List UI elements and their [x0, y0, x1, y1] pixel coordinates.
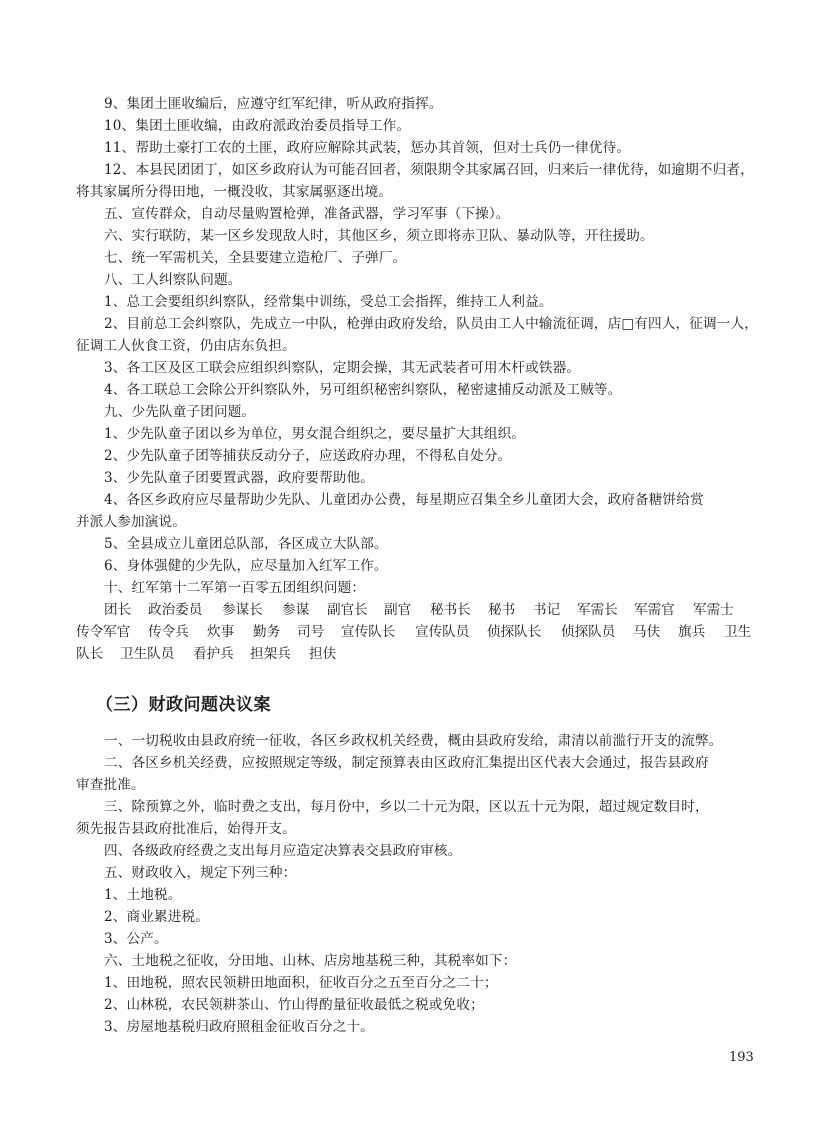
role-item: 卫生: [724, 624, 752, 640]
text-line: 2、目前总工会纠察队，先成立一中队，枪弹由政府发给，队员由工人中输流征调，店□有四人，征调一人，: [104, 316, 759, 332]
role-item: 秘书长: [430, 602, 471, 618]
role-item: 勤务: [253, 624, 281, 640]
text-line: 2、少先队童子团等捕获反动分子，应送政府办理，不得私自处分。: [104, 448, 512, 464]
text-line: 十、红军第十二军第一百零五团组织问题：: [104, 580, 366, 596]
role-item: 卫生队员: [120, 646, 175, 662]
role-item: 宣传队员: [415, 624, 470, 640]
text-line: 12、本县民团团丁，如区乡政府认为可能召回者，须限期令其家属召回，归来后一律优待，如逾期不归者，: [104, 162, 754, 178]
role-item: 军需士: [693, 602, 734, 618]
text-line: 1、土地税。: [104, 887, 182, 903]
text-line: 2、商业累进税。: [104, 909, 210, 925]
text-line: 4、各区乡政府应尽量帮助少先队、儿童团办公费，每星期应召集全乡儿童团大会，政府备糖饼给赏: [104, 492, 704, 508]
role-item: 队长: [76, 646, 104, 662]
text-line: 4、各工联总工会除公开纠察队外，另可组织秘密纠察队，秘密逮捕反动派及工贼等。: [104, 382, 622, 398]
role-item: 政治委员: [148, 602, 203, 618]
text-line: 3、房屋地基税归政府照租金征收百分之十。: [104, 1019, 374, 1035]
text-line: 1、田地税，照农民领耕田地面积，征收百分之五至百分之二十；: [104, 975, 498, 991]
text-line: 征调工人伙食工资，仍由店东负担。: [76, 338, 296, 354]
role-item: 副官: [384, 602, 412, 618]
role-item: 宣传队长: [341, 624, 396, 640]
text-line: 八、工人纠察队问题。: [104, 272, 242, 288]
role-item: 传令军官: [76, 624, 131, 640]
text-line: 1、总工会要组织纠察队，经常集中训练，受总工会指挥，维持工人利益。: [104, 294, 553, 310]
text-line: 一、一切税收由县政府统一征收，各区乡政权机关经费，概由县政府发给，肃清以前滥行开支的流弊。: [104, 733, 723, 749]
role-item: 军需长: [577, 602, 618, 618]
text-line: 3、各工区及区工联会应组织纠察队，定期会操，其无武装者可用木杆或铁器。: [104, 360, 581, 376]
text-line: 二、各区乡机关经费，应按照规定等级，制定预算表由区政府汇集提出区代表大会通过，报告县政府: [104, 755, 709, 771]
role-item: 马伕: [633, 624, 661, 640]
text-line: 将其家属所分得田地，一概没收，其家属驱逐出境。: [76, 184, 393, 200]
role-item: 炊事: [207, 624, 235, 640]
text-line: 6、身体强健的少先队，应尽量加入红军工作。: [104, 558, 388, 574]
role-item: 团长: [104, 602, 132, 618]
role-item: 军需官: [634, 602, 675, 618]
role-item: 副官长: [327, 602, 368, 618]
text-line: 1、少先队童子团以乡为单位，男女混合组织之，要尽量扩大其组织。: [104, 426, 526, 442]
role-item: 传令兵: [148, 624, 189, 640]
role-item: 书记: [533, 602, 561, 618]
text-line: 3、少先队童子团要置武器，政府要帮助他。: [104, 470, 374, 486]
text-line: 五、财政收入，规定下列三种：: [104, 865, 297, 881]
text-line: 3、公产。: [104, 931, 168, 947]
text-line: 审查批准。: [76, 777, 145, 793]
page-number: 193: [729, 1050, 754, 1065]
text-line: 六、土地税之征收，分田地、山林、店房地基税三种，其税率如下：: [104, 953, 517, 969]
role-item: 担伕: [309, 646, 337, 662]
text-line: 10、集团土匪收编，由政府派政治委员指导工作。: [104, 118, 411, 134]
text-line: 须先报告县政府批准后，始得开支。: [76, 821, 296, 837]
section-heading: （三）财政问题决议案: [96, 695, 271, 715]
role-item: 参谋长: [222, 602, 263, 618]
text-line: 5、全县成立儿童团总队部，各区成立大队部。: [104, 536, 388, 552]
text-line: 并派人参加演说。: [76, 514, 186, 530]
text-line: 七、统一军需机关，全县要建立造枪厂、子弹厂。: [104, 250, 407, 266]
role-item: 司号: [297, 624, 325, 640]
role-item: 侦探队员: [561, 624, 616, 640]
text-line: 11、帮助土豪打工农的土匪，政府应解除其武装，惩办其首领，但对士兵仍一律优待。: [104, 140, 631, 156]
text-line: 9、集团土匪收编后，应遵守红军纪律，听从政府指挥。: [104, 96, 443, 112]
role-item: 看护兵: [193, 646, 234, 662]
role-item: 旗兵: [678, 624, 706, 640]
role-item: 秘书: [488, 602, 516, 618]
text-line: 三、除预算之外，临时费之支出，每月份中，乡以二十元为限，区以五十元为限，超过规定数目时，: [104, 799, 709, 815]
role-item: 侦探队长: [487, 624, 542, 640]
text-line: 四、各级政府经费之支出每月应造定决算表交县政府审核。: [104, 843, 462, 859]
role-item: 担架兵: [250, 646, 291, 662]
role-item: 参谋: [282, 602, 310, 618]
text-line: 六、实行联防，某一区乡发现敌人时，其他区乡，须立即将赤卫队、暴动队等，开往援助。: [104, 228, 654, 244]
text-line: 九、少先队童子团问题。: [104, 404, 256, 420]
text-line: 2、山林税，农民领耕茶山、竹山得酌量征收最低之税或免收；: [104, 997, 484, 1013]
text-line: 五、宣传群众，自动尽量购置枪弹，准备武器，学习军事（下操）。: [104, 206, 510, 222]
